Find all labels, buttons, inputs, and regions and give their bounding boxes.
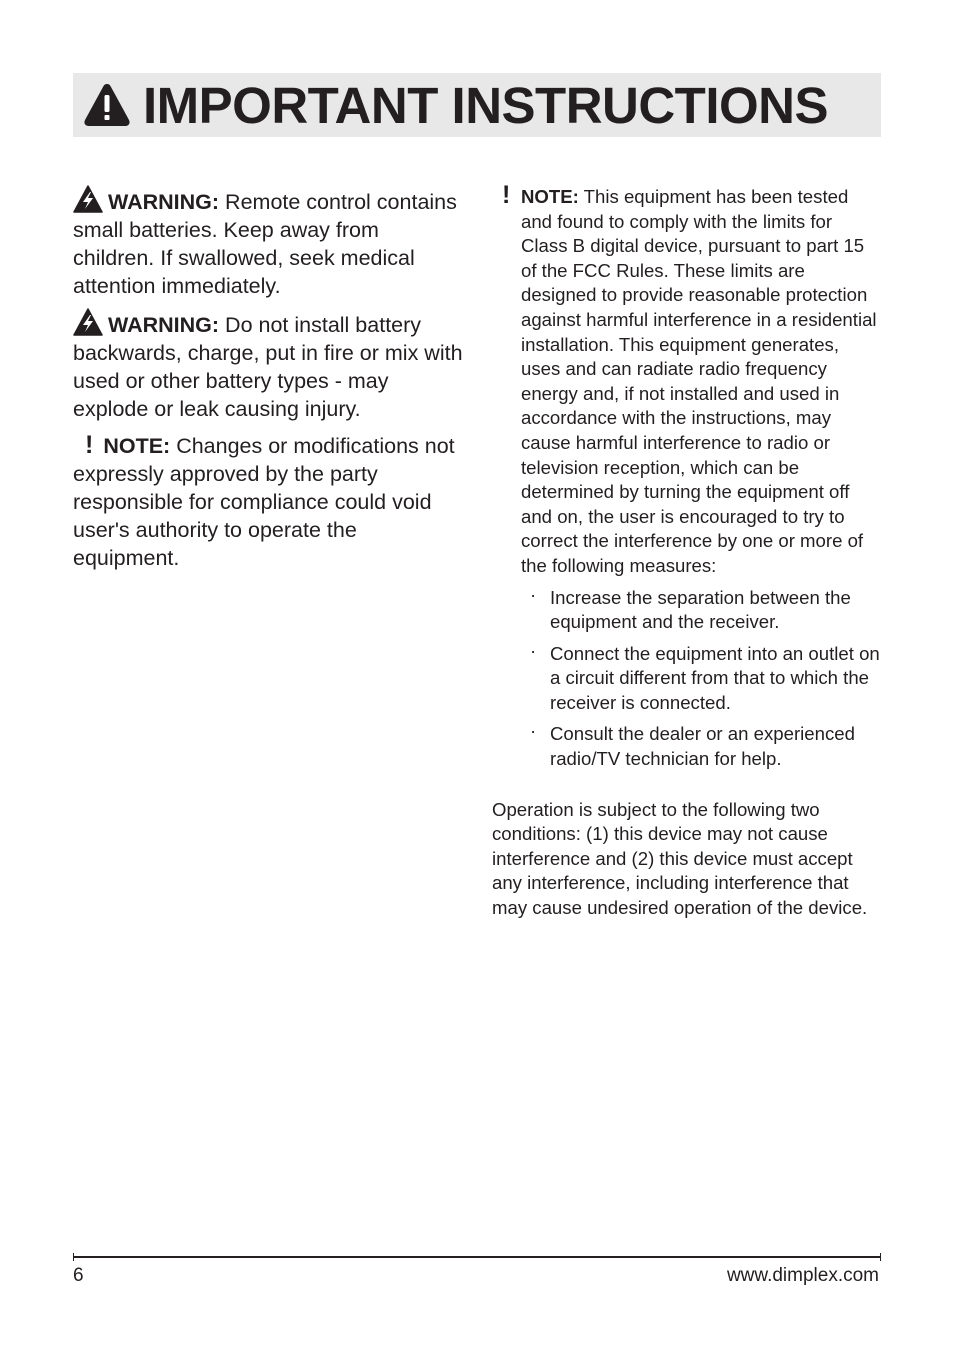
warning-label: WARNING: (108, 190, 220, 214)
footer-url: www.dimplex.com (726, 1265, 879, 1286)
measure-text: Connect the equipment into an outlet on a circuit different from that to which the receiver is connected. (550, 642, 880, 713)
bullet: · (530, 583, 537, 605)
bullet: · (530, 720, 537, 742)
note-label: NOTE: (103, 434, 171, 458)
warning-label: WARNING: (108, 313, 220, 337)
note-text: This equipment has been tested and found to comply with the limits for Class B digital device, pursuant to part 15 of the FCC Rules. These limits are designed to provide reasonable protection against harmful interference in a residential installation. This equipment generates, uses and can radiate radio frequency energy and, if not installed and used in accordance with the instructions, may cause harmful interference to radio or television reception, which can be determined by turning the equipment off and on, the user is encouraged to try to correct the interference by one or more of the following measures: (521, 186, 877, 576)
page-title: IMPORTANT INSTRUCTIONS (143, 76, 829, 134)
warning-triangle-icon (83, 82, 131, 128)
title-bar (73, 73, 881, 137)
note-modifications (73, 431, 465, 572)
bullet: · (530, 639, 537, 661)
right-column (492, 181, 882, 921)
exclamation-icon: ! (85, 431, 94, 459)
measures-list (521, 583, 882, 772)
warning-battery-install (73, 308, 465, 423)
list-item (521, 583, 882, 635)
exclamation-icon: ! (502, 181, 511, 209)
warning-batteries (73, 185, 465, 300)
warning-text: Do not install battery backwards, charge, put in fire or mix with used or other battery types - may explode or leak causing injury. (73, 313, 463, 421)
shock-warning-icon (73, 185, 103, 213)
measure-text: Consult the dealer or an experienced radio/TV technician for help. (550, 723, 855, 770)
warning-text: Remote control contains small batteries. Keep away from children. If swallowed, seek medical attention immediately. (73, 190, 457, 298)
list-item (521, 722, 882, 771)
note-label: NOTE: (521, 186, 579, 207)
fcc-note (492, 181, 882, 772)
footer-divider (73, 1256, 881, 1258)
operation-conditions: Operation is subject to the following two conditions: (1) this device may not cause interference and (2) this device must accept any interference, including interference that may cause undesired operation of the device. (492, 798, 868, 919)
shock-warning-icon (73, 308, 103, 336)
list-item (521, 639, 882, 716)
measure-text: Increase the separation between the equipment and the receiver. (550, 586, 851, 633)
page-number: 6 (73, 1265, 84, 1286)
left-column (73, 185, 465, 580)
note-text: Changes or modifications not expressly approved by the party responsible for compliance could void user's authority to operate the equipment. (73, 434, 455, 570)
